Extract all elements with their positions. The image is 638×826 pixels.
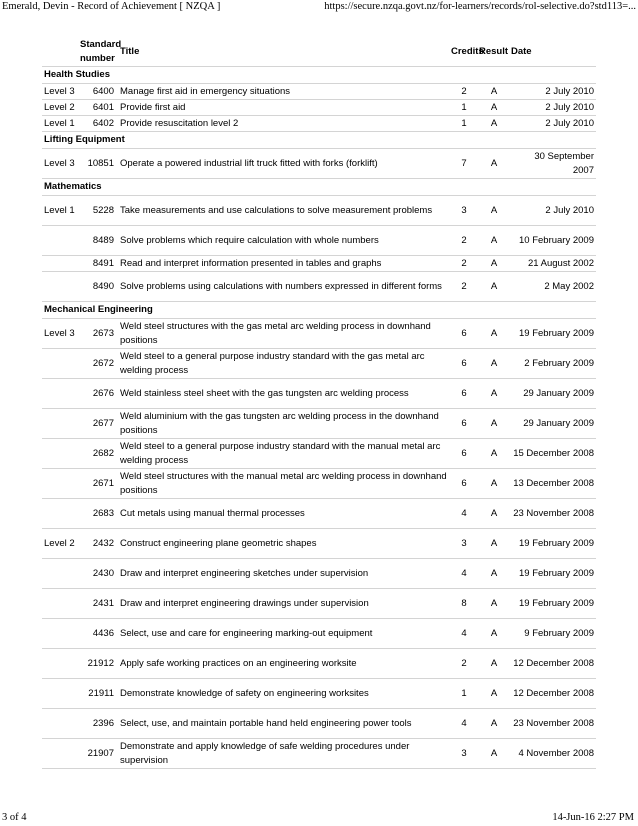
date-cell: 10 February 2009 — [509, 226, 596, 256]
level-cell — [42, 272, 80, 302]
date-cell: 2 May 2002 — [509, 272, 596, 302]
page-indicator: 3 of 4 — [2, 812, 27, 823]
date-cell: 23 November 2008 — [509, 709, 596, 739]
title-cell: Operate a powered industrial lift truck fitted with forks (forklift) — [118, 149, 449, 179]
date-column-header: Date — [509, 38, 596, 67]
table-row — [42, 379, 596, 409]
result-cell: A — [477, 499, 509, 529]
result-cell: A — [477, 679, 509, 709]
date-cell: 12 December 2008 — [509, 649, 596, 679]
level-cell — [42, 679, 80, 709]
title-cell: Demonstrate and apply knowledge of safe welding procedures under supervision — [118, 739, 449, 769]
table-body — [42, 67, 596, 769]
table-row — [42, 619, 596, 649]
section-name: Health Studies — [42, 67, 596, 84]
level-column-header — [42, 38, 80, 67]
print-datetime: 14-Jun-16 2:27 PM — [552, 812, 634, 823]
table-row — [42, 319, 596, 349]
table-row — [42, 409, 596, 439]
print-header-url[interactable]: https://secure.nzqa.govt.nz/for-learners/records/rol-selective.do?std113=... — [324, 1, 636, 12]
date-cell: 9 February 2009 — [509, 619, 596, 649]
date-cell: 2 July 2010 — [509, 196, 596, 226]
credits-cell: 2 — [449, 256, 477, 272]
credits-cell: 2 — [449, 226, 477, 256]
record-of-achievement-table — [42, 38, 596, 769]
level-cell — [42, 649, 80, 679]
standard-number-cell: 2432 — [80, 529, 118, 559]
credits-cell: 2 — [449, 649, 477, 679]
title-cell: Select, use, and maintain portable hand held engineering power tools — [118, 709, 449, 739]
level-cell — [42, 709, 80, 739]
table-row — [42, 439, 596, 469]
result-cell: A — [477, 149, 509, 179]
standard-number-cell: 6402 — [80, 116, 118, 132]
standard-number-cell: 2671 — [80, 469, 118, 499]
level-cell: Level 1 — [42, 116, 80, 132]
result-cell: A — [477, 589, 509, 619]
credits-cell: 2 — [449, 272, 477, 302]
result-cell: A — [477, 739, 509, 769]
table-row — [42, 529, 596, 559]
credits-cell: 3 — [449, 739, 477, 769]
date-cell: 23 November 2008 — [509, 499, 596, 529]
level-cell — [42, 469, 80, 499]
title-cell: Apply safe working practices on an engineering worksite — [118, 649, 449, 679]
date-cell: 29 January 2009 — [509, 409, 596, 439]
table-row — [42, 196, 596, 226]
section-name: Mathematics — [42, 179, 596, 196]
standard-number-cell: 2677 — [80, 409, 118, 439]
credits-cell: 1 — [449, 679, 477, 709]
credits-cell: 6 — [449, 379, 477, 409]
standard-number-cell: 2682 — [80, 439, 118, 469]
standard-number-cell: 21911 — [80, 679, 118, 709]
credits-cell: 1 — [449, 116, 477, 132]
standard-number-cell: 5228 — [80, 196, 118, 226]
standard-number-cell: 8491 — [80, 256, 118, 272]
date-cell: 19 February 2009 — [509, 589, 596, 619]
section-name: Lifting Equipment — [42, 132, 596, 149]
level-cell — [42, 226, 80, 256]
table-row — [42, 272, 596, 302]
standard-number-cell: 2676 — [80, 379, 118, 409]
date-cell: 2 February 2009 — [509, 349, 596, 379]
title-cell: Provide first aid — [118, 100, 449, 116]
level-cell — [42, 559, 80, 589]
title-cell: Provide resuscitation level 2 — [118, 116, 449, 132]
result-cell: A — [477, 84, 509, 100]
title-cell: Read and interpret information presented in tables and graphs — [118, 256, 449, 272]
credits-cell: 6 — [449, 349, 477, 379]
level-cell — [42, 379, 80, 409]
credits-cell: 6 — [449, 409, 477, 439]
standard-number-cell: 2431 — [80, 589, 118, 619]
standard-number-column-header: Standard number — [80, 38, 118, 67]
credits-cell: 6 — [449, 319, 477, 349]
result-cell: A — [477, 379, 509, 409]
table-row — [42, 149, 596, 179]
table-header-row — [42, 38, 596, 67]
table-row — [42, 100, 596, 116]
table-row — [42, 649, 596, 679]
title-cell: Take measurements and use calculations to solve measurement problems — [118, 196, 449, 226]
section-header-row — [42, 132, 596, 149]
table-row — [42, 679, 596, 709]
credits-column-header: Credits — [449, 38, 477, 67]
title-cell: Draw and interpret engineering drawings under supervision — [118, 589, 449, 619]
result-cell: A — [477, 116, 509, 132]
title-cell: Solve problems using calculations with numbers expressed in different forms — [118, 272, 449, 302]
standard-number-cell: 8489 — [80, 226, 118, 256]
result-cell: A — [477, 559, 509, 589]
date-cell: 30 September 2007 — [509, 149, 596, 179]
date-cell: 29 January 2009 — [509, 379, 596, 409]
credits-cell: 4 — [449, 709, 477, 739]
standard-number-cell: 2430 — [80, 559, 118, 589]
date-cell: 19 February 2009 — [509, 529, 596, 559]
result-cell: A — [477, 469, 509, 499]
title-cell: Weld steel structures with the manual metal arc welding process in downhand positions — [118, 469, 449, 499]
date-cell: 15 December 2008 — [509, 439, 596, 469]
credits-cell: 6 — [449, 469, 477, 499]
table-row — [42, 116, 596, 132]
title-cell: Solve problems which require calculation with whole numbers — [118, 226, 449, 256]
result-cell: A — [477, 226, 509, 256]
credits-cell: 4 — [449, 619, 477, 649]
table-row — [42, 469, 596, 499]
result-cell: A — [477, 649, 509, 679]
level-cell — [42, 439, 80, 469]
date-cell: 2 July 2010 — [509, 116, 596, 132]
result-cell: A — [477, 709, 509, 739]
level-cell: Level 2 — [42, 529, 80, 559]
standard-number-cell: 6401 — [80, 100, 118, 116]
level-cell — [42, 739, 80, 769]
result-cell: A — [477, 529, 509, 559]
title-cell: Select, use and care for engineering marking-out equipment — [118, 619, 449, 649]
table-row — [42, 84, 596, 100]
level-cell: Level 3 — [42, 149, 80, 179]
credits-cell: 8 — [449, 589, 477, 619]
result-cell: A — [477, 619, 509, 649]
section-header-row — [42, 179, 596, 196]
standard-number-cell: 2683 — [80, 499, 118, 529]
date-cell: 2 July 2010 — [509, 84, 596, 100]
date-cell: 13 December 2008 — [509, 469, 596, 499]
result-cell: A — [477, 272, 509, 302]
title-cell: Cut metals using manual thermal processes — [118, 499, 449, 529]
standard-number-cell: 10851 — [80, 149, 118, 179]
table-row — [42, 739, 596, 769]
table-row — [42, 226, 596, 256]
result-cell: A — [477, 319, 509, 349]
level-cell — [42, 499, 80, 529]
section-header-row — [42, 67, 596, 84]
date-cell: 19 February 2009 — [509, 559, 596, 589]
table-row — [42, 349, 596, 379]
title-cell: Weld steel to a general purpose industry standard with the manual metal arc welding process — [118, 439, 449, 469]
standard-number-cell: 2673 — [80, 319, 118, 349]
credits-cell: 4 — [449, 499, 477, 529]
level-cell: Level 1 — [42, 196, 80, 226]
title-column-header: Title — [118, 38, 449, 67]
title-cell: Draw and interpret engineering sketches under supervision — [118, 559, 449, 589]
date-cell: 2 July 2010 — [509, 100, 596, 116]
table-row — [42, 559, 596, 589]
level-cell — [42, 589, 80, 619]
result-column-header: Result — [477, 38, 509, 67]
level-cell — [42, 619, 80, 649]
title-cell: Weld steel to a general purpose industry standard with the gas metal arc welding process — [118, 349, 449, 379]
credits-cell: 2 — [449, 84, 477, 100]
credits-cell: 7 — [449, 149, 477, 179]
standard-number-cell: 2672 — [80, 349, 118, 379]
credits-cell: 4 — [449, 559, 477, 589]
credits-cell: 1 — [449, 100, 477, 116]
standard-number-cell: 21912 — [80, 649, 118, 679]
result-cell: A — [477, 349, 509, 379]
title-cell: Manage first aid in emergency situations — [118, 84, 449, 100]
table-row — [42, 589, 596, 619]
level-cell: Level 2 — [42, 100, 80, 116]
title-cell: Demonstrate knowledge of safety on engineering worksites — [118, 679, 449, 709]
title-cell: Construct engineering plane geometric shapes — [118, 529, 449, 559]
result-cell: A — [477, 439, 509, 469]
title-cell: Weld steel structures with the gas metal arc welding process in downhand positions — [118, 319, 449, 349]
standard-number-cell: 4436 — [80, 619, 118, 649]
level-cell — [42, 409, 80, 439]
result-cell: A — [477, 409, 509, 439]
credits-cell: 3 — [449, 196, 477, 226]
credits-cell: 3 — [449, 529, 477, 559]
table-row — [42, 256, 596, 272]
date-cell: 19 February 2009 — [509, 319, 596, 349]
level-cell: Level 3 — [42, 319, 80, 349]
table-row — [42, 499, 596, 529]
table-row — [42, 709, 596, 739]
date-cell: 21 August 2002 — [509, 256, 596, 272]
date-cell: 4 November 2008 — [509, 739, 596, 769]
level-cell: Level 3 — [42, 84, 80, 100]
standard-number-cell: 21907 — [80, 739, 118, 769]
section-name: Mechanical Engineering — [42, 302, 596, 319]
standard-number-cell: 6400 — [80, 84, 118, 100]
standard-number-cell: 8490 — [80, 272, 118, 302]
result-cell: A — [477, 196, 509, 226]
standard-number-cell: 2396 — [80, 709, 118, 739]
credits-cell: 6 — [449, 439, 477, 469]
title-cell: Weld aluminium with the gas tungsten arc welding process in the downhand positions — [118, 409, 449, 439]
level-cell — [42, 256, 80, 272]
title-cell: Weld stainless steel sheet with the gas tungsten arc welding process — [118, 379, 449, 409]
result-cell: A — [477, 100, 509, 116]
print-header-title: Emerald, Devin - Record of Achievement [ NZQA ] — [2, 1, 221, 12]
level-cell — [42, 349, 80, 379]
date-cell: 12 December 2008 — [509, 679, 596, 709]
section-header-row — [42, 302, 596, 319]
result-cell: A — [477, 256, 509, 272]
